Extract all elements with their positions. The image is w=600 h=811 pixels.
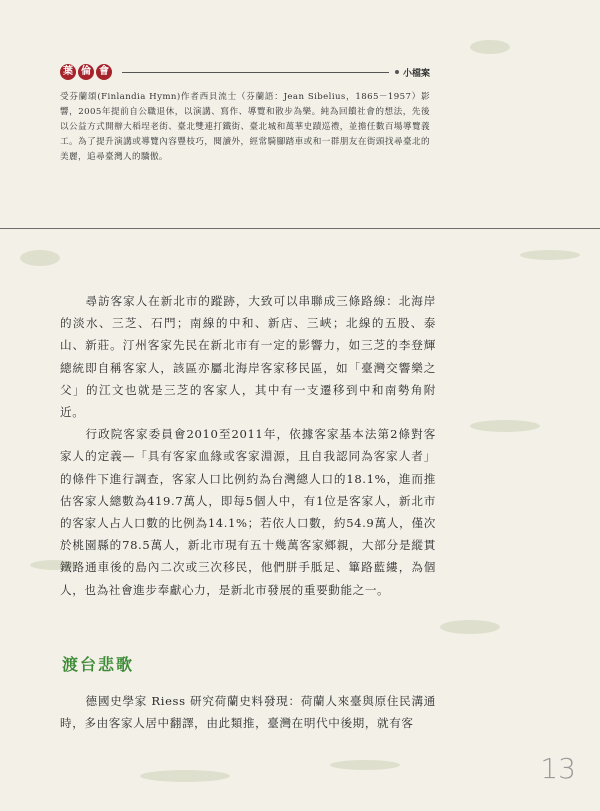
paragraph: 德國史學家 Riess 研究荷蘭史料發現：荷蘭人來臺與原住民溝通時，多由客家人居中翻譯，由此類推，臺灣在明代中後期，就有客 <box>60 694 436 731</box>
page-number: 13 <box>540 752 576 785</box>
author-bio: 受芬蘭頌(Finlandia Hymn)作者西貝流士（芬蘭語：Jean Sibelius，1865－1957）影響，2005年提前自公職退休，以演講、寫作、導覽和散步為樂。純為回饋社會的想法，先後以公益方式開辦大稻埕老街、臺北雙連打鐵街、臺北城和萬華史蹟巡禮，並擔任數百場導覽義工。為了提升演講或導覽內容豐枝巧，閱讀外，經常騎腳踏車或和一群朋友在街頭找尋臺北的美麗，追尋臺灣人的驕傲。 <box>60 92 430 162</box>
author-logo <box>60 64 112 80</box>
column-header <box>60 62 430 82</box>
paragraph: 尋訪客家人在新北市的蹤跡，大致可以串聯成三條路線：北海岸的淡水、三芝、石門；南線的中和、新店、三峽；北線的五股、泰山、新莊。汀州客家先民在新北市有一定的影響力，如三芝的李登輝總統即自稱客家人，該區亦屬北海岸客家移民區，如「臺灣交響樂之父」的江文也就是三芝的客家人，其中有一支遷移到中和南勢角附近。 <box>60 294 436 420</box>
profile-box <box>60 62 430 165</box>
section-body <box>60 690 436 734</box>
section-divider <box>0 228 600 229</box>
paragraph: 行政院客家委員會2010至2011年，依據客家基本法第2條對客家人的定義—「具有客家血緣或客家淵源，且自我認同為客家人者」的條件下進行調查，客家人口比例約為台灣總人口的18.1%，進而推估客家人總數為419.7萬人，即每5個人中，有1位是客家人，新北市的客家人占人口數的比例為14.1%；若依人口數，約54.9萬人，僅次於桃園縣的78.5萬人，新北市現有五十幾萬客家鄉親，大部分是縱貫鐵路通車後的島內二次或三次移民，他們胼手胝足、篳路藍縷，為個人，也為社會進步奉獻心力，是新北市發展的重要動能之一。 <box>60 427 436 597</box>
logo-char: 會 <box>96 64 112 80</box>
article-body <box>60 290 436 601</box>
column-tag: 小檔案 <box>402 68 430 79</box>
header-rule <box>122 72 389 73</box>
bullet-icon <box>395 70 399 74</box>
section-heading: 渡台悲歌 <box>62 655 135 674</box>
logo-char: 倫 <box>78 64 94 80</box>
logo-char: 葉 <box>60 64 76 80</box>
